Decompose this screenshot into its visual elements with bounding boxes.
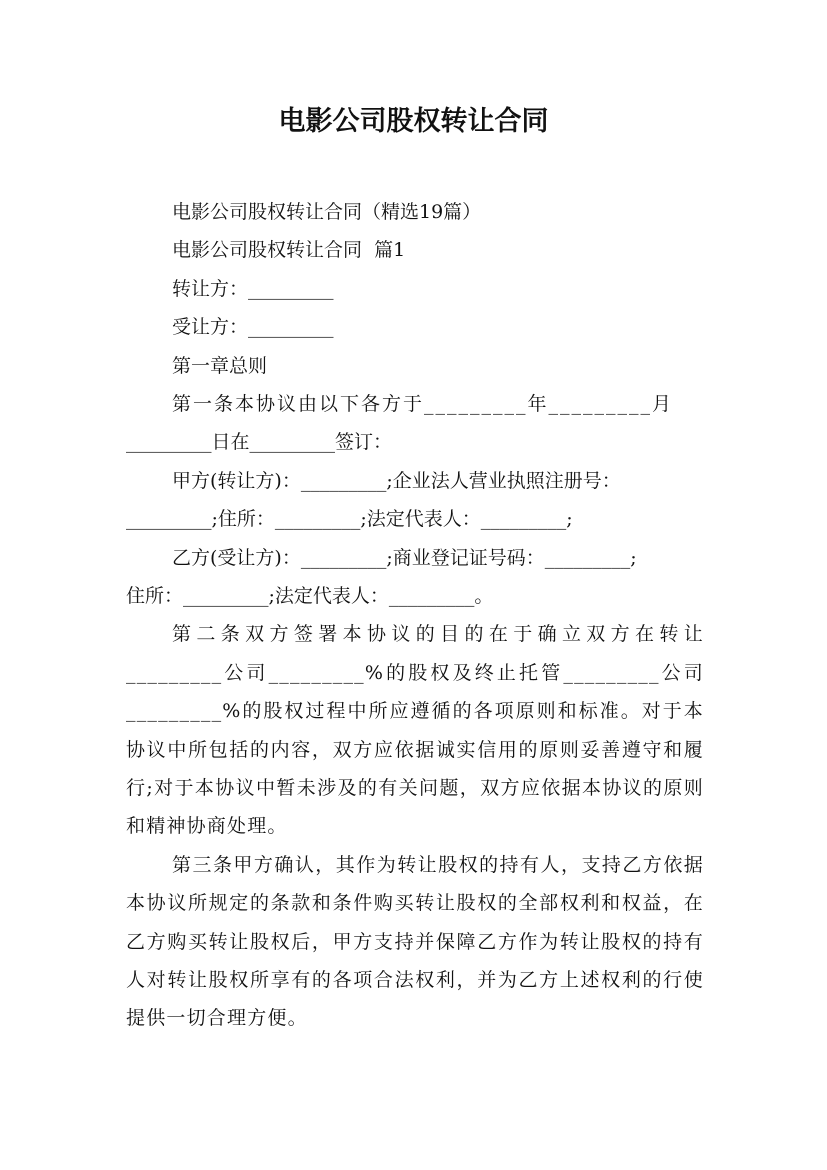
article-2-paragraph: 第二条双方签署本协议的目的在于确立双方在转让_________公司_________%的股权及终止托管_________公司_________%的股权过程中所应遵循的各项原则和标准。对于本协议中所包括的内容，双方应依据诚实信用的原则妥善遵守和履行;对于本协议中暂未涉及的有关问题，双方应依据本协议的原则和精神协商处理。 bbox=[126, 623, 704, 838]
section-heading: 电影公司股权转让合同 篇1 bbox=[172, 239, 406, 262]
party-a-line-2: _________;住所：_________;法定代表人：_________; bbox=[126, 508, 573, 531]
article-1-line-2: _________日在_________签订： bbox=[126, 431, 393, 454]
party-a-line-1: 甲方(转让方)：_________;企业法人营业执照注册号： bbox=[172, 469, 621, 492]
party-b-line-1: 乙方(受让方)：_________;商业登记证号码：_________; bbox=[172, 546, 637, 569]
transferor-line: 转让方：_________ bbox=[172, 277, 334, 300]
document-title: 电影公司股权转让合同 bbox=[278, 106, 549, 137]
document-body bbox=[126, 193, 704, 1038]
transferee-line: 受让方：_________ bbox=[172, 316, 334, 339]
subtitle: 电影公司股权转让合同（精选19篇） bbox=[172, 201, 482, 223]
article-3-paragraph: 第三条甲方确认，其作为转让股权的持有人，支持乙方依据本协议所规定的条款和条件购买转让股权的全部权利和权益，在乙方购买转让股权后，甲方支持并保障乙方作为转让股权的持有人对转让股权所享有的各项合法权利，并为乙方上述权利的行使提供一切合理方便。 bbox=[126, 853, 704, 1030]
chapter-heading: 第一章总则 bbox=[172, 354, 268, 377]
party-b-line-2: 住所：_________;法定代表人：_________。 bbox=[126, 584, 494, 607]
article-1-line-1: 第一条本协议由以下各方于_________年_________月 bbox=[172, 392, 674, 415]
